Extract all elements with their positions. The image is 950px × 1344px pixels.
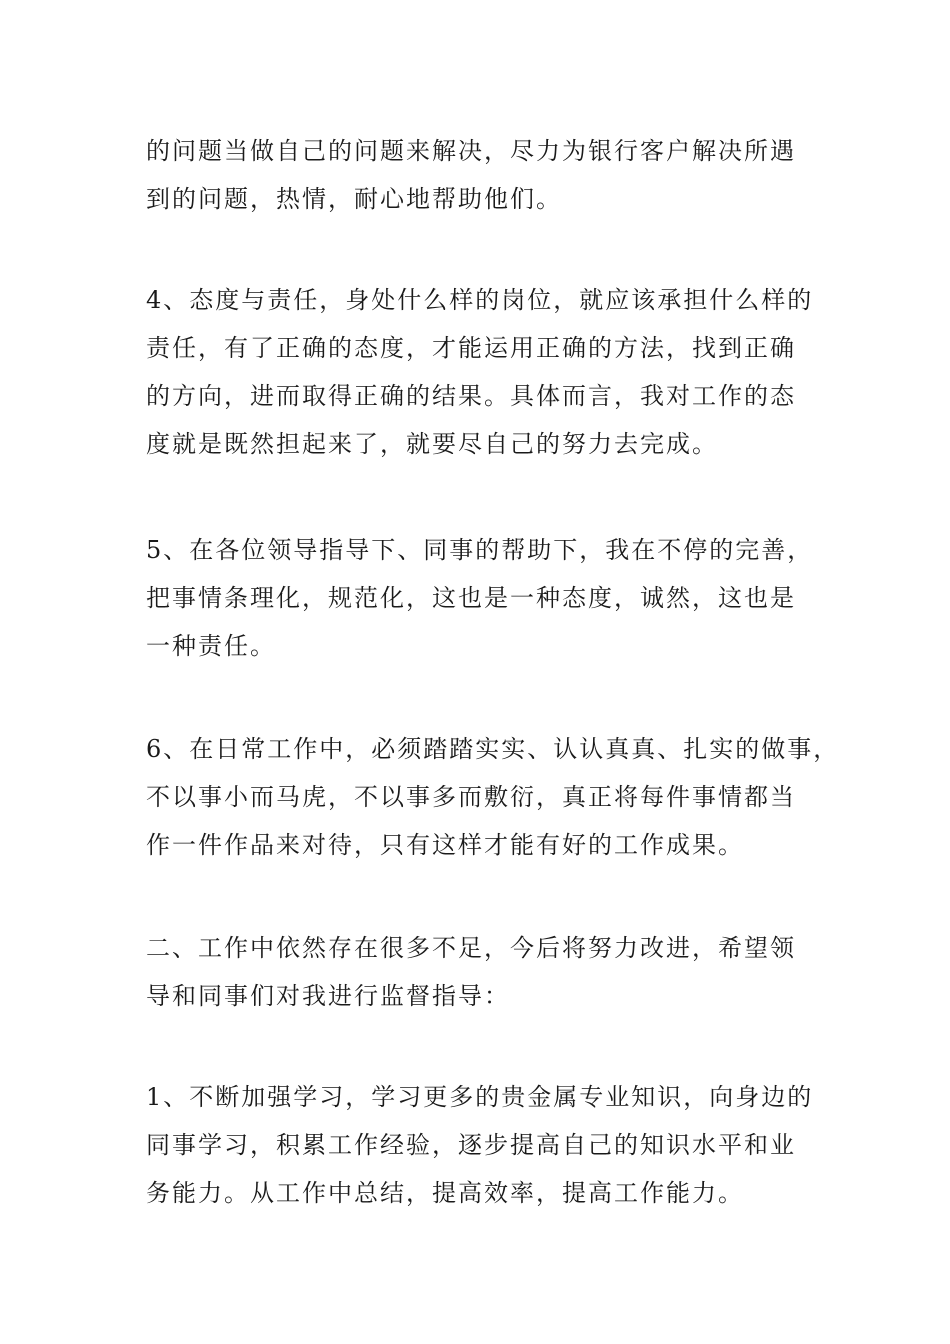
text-line: 作一件作品来对待，只有这样才能有好的工作成果。 [146, 831, 744, 859]
text-line: 务能力。从工作中总结，提高效率，提高工作能力。 [146, 1179, 744, 1207]
paragraph-item-5 [146, 526, 826, 670]
paragraph-item-4 [146, 276, 826, 468]
paragraph-item-6 [146, 725, 840, 869]
paragraph-continuation [146, 127, 826, 223]
text-line: 导和同事们对我进行监督指导： [146, 982, 510, 1010]
text-line: 的方向，进而取得正确的结果。具体而言，我对工作的态 [146, 382, 796, 410]
text-line: 的问题当做自己的问题来解决，尽力为银行客户解决所遇 [146, 137, 796, 165]
text-line: 责任，有了正确的态度，才能运用正确的方法，找到正确 [146, 334, 796, 362]
text-line: 4、态度与责任，身处什么样的岗位，就应该承担什么样的 [146, 286, 814, 314]
paragraph-item-1 [146, 1073, 826, 1217]
paragraph-section-2 [146, 924, 826, 1020]
text-line: 5、在各位领导指导下、同事的帮助下，我在不停的完善， [146, 536, 814, 564]
text-line: 一种责任。 [146, 632, 276, 660]
text-line: 1、不断加强学习，学习更多的贵金属专业知识，向身边的 [146, 1083, 814, 1111]
text-line: 二、工作中依然存在很多不足，今后将努力改进，希望领 [146, 934, 796, 962]
text-line: 6、在日常工作中，必须踏踏实实、认认真真、扎实的做事， [146, 735, 840, 763]
text-line: 不以事小而马虎，不以事多而敷衍，真正将每件事情都当 [146, 783, 796, 811]
text-line: 度就是既然担起来了，就要尽自己的努力去完成。 [146, 430, 718, 458]
text-line: 同事学习，积累工作经验，逐步提高自己的知识水平和业 [146, 1131, 796, 1159]
text-line: 把事情条理化，规范化，这也是一种态度，诚然，这也是 [146, 584, 796, 612]
text-line: 到的问题，热情，耐心地帮助他们。 [146, 185, 562, 213]
